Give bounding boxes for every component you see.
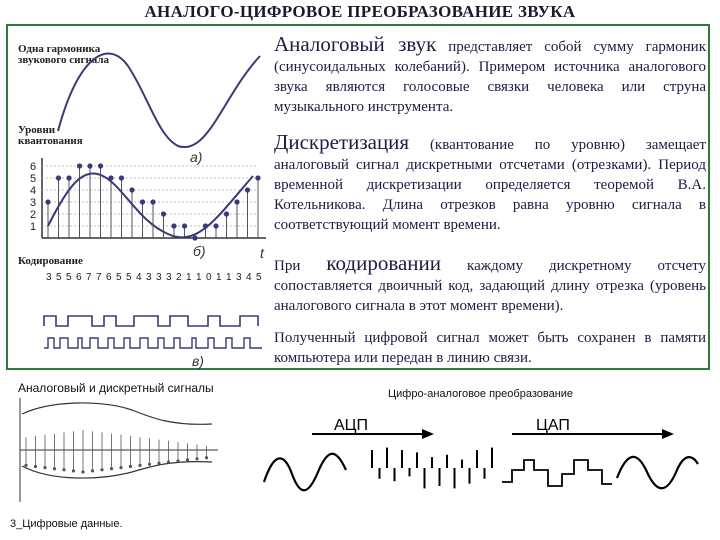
analog-envelope-bottom: [22, 462, 212, 478]
mark-b: б): [193, 243, 206, 259]
digital-pulses: [372, 448, 492, 489]
sample-point: [234, 199, 239, 204]
discrete-sample-dot: [138, 464, 141, 467]
mark-t: t: [260, 245, 264, 261]
code-digit: 5: [56, 272, 62, 283]
code-digit: 7: [86, 272, 92, 283]
code-digit: 5: [126, 272, 132, 283]
code-digit: 1: [186, 272, 192, 283]
discrete-sample-dot: [43, 466, 46, 469]
sample-point: [161, 211, 166, 216]
analog-envelope-top: [22, 403, 212, 424]
term-coding: кодировании: [326, 251, 442, 275]
discrete-sample-dot: [129, 465, 132, 468]
code-digit: 3: [46, 272, 52, 283]
discrete-sample-dot: [24, 464, 27, 467]
sample-point: [77, 163, 82, 168]
discrete-sample-dot: [176, 459, 179, 462]
dac-label: ЦАП: [536, 417, 570, 434]
term-discretization: Дискретизация: [274, 130, 410, 154]
code-digit: 1: [196, 272, 202, 283]
paragraph-coding: [274, 253, 706, 316]
staircase-wave: [502, 460, 612, 486]
text-coding: каждому дискретному отсчету сопоставляется двоичный код, задающий длину отрезка (уровень аналогового сигнала в этот момент времени).: [274, 258, 706, 314]
pulse-train-1: [44, 316, 258, 326]
sample-point: [140, 199, 145, 204]
pulse-train-2: [44, 338, 262, 348]
discrete-sample-dot: [195, 457, 198, 460]
text-analog: представляет собой сумму гармоник (синусоидальных колебаний). Примером источника аналогового звука являются голосовые связки человека или струна музыкального инструмента.: [274, 39, 706, 115]
paragraph-analog: [274, 34, 706, 117]
code-digit: 0: [206, 272, 212, 283]
code-digit: 7: [96, 272, 102, 283]
sample-point: [150, 199, 155, 204]
code-digit: 5: [116, 272, 122, 283]
analog-discrete-figure: [12, 396, 222, 506]
page-title: АНАЛОГО-ЦИФРОВОЕ ПРЕОБРАЗОВАНИЕ ЗВУКА: [144, 2, 576, 21]
harmonic-label: Одна гармоника звукового сигнала: [18, 43, 110, 66]
code-digit: 3: [236, 272, 242, 283]
discrete-sample-dot: [110, 467, 113, 470]
dac-figure: [262, 412, 702, 512]
discrete-sample-dot: [167, 461, 170, 464]
text-coding-pre: При: [274, 258, 327, 274]
discrete-sample-dot: [119, 466, 122, 469]
sample-point: [87, 163, 92, 168]
input-wave: [264, 454, 346, 491]
sample-point: [192, 235, 197, 240]
discrete-sample-dot: [148, 463, 151, 466]
code-digit: 6: [106, 272, 112, 283]
quant-level-label: 2: [30, 209, 37, 221]
sample-point: [56, 175, 61, 180]
sample-point: [224, 211, 229, 216]
code-digit: 5: [66, 272, 72, 283]
sample-point: [129, 187, 134, 192]
sample-point: [213, 223, 218, 228]
discrete-sample-dot: [34, 465, 37, 468]
analog-discrete-caption: Аналоговый и дискретный сигналы: [18, 381, 214, 395]
discrete-sample-dot: [62, 468, 65, 471]
quant-curve: [48, 173, 253, 237]
dac-caption: Цифро-аналоговое преобразование: [388, 388, 574, 400]
code-digit: 2: [176, 272, 182, 283]
quant-level-label: 4: [30, 185, 37, 197]
term-analog: Аналоговый звук: [274, 32, 437, 56]
code-digit: 3: [156, 272, 162, 283]
code-digit: 6: [76, 272, 82, 283]
sample-point: [182, 223, 187, 228]
quantization-label: Уровни квантования: [18, 124, 83, 147]
adc-figure: [8, 26, 278, 371]
quant-level-label: 6: [30, 161, 37, 173]
discrete-sample-dot: [72, 469, 75, 472]
discrete-sample-dot: [205, 456, 208, 459]
code-digit: 3: [166, 272, 172, 283]
sample-point: [171, 223, 176, 228]
code-digits: [46, 272, 262, 283]
coding-label: Кодирование: [18, 255, 83, 267]
sample-point: [119, 175, 124, 180]
sample-point: [66, 175, 71, 180]
mark-c: в): [192, 353, 204, 369]
quant-samples: [45, 163, 260, 240]
code-digit: 4: [136, 272, 142, 283]
sample-point: [45, 199, 50, 204]
harmonic-sine: [58, 54, 260, 148]
discrete-sample-dot: [100, 468, 103, 471]
code-digit: 4: [246, 272, 252, 283]
code-digit: 3: [146, 272, 152, 283]
discrete-samples: [24, 430, 208, 474]
quant-level-label: 5: [30, 173, 37, 185]
sample-point: [245, 187, 250, 192]
sample-point: [98, 163, 103, 168]
discrete-sample-dot: [91, 469, 94, 472]
sample-point: [255, 175, 260, 180]
code-digit: 1: [226, 272, 232, 283]
adc-label: АЦП: [334, 417, 369, 434]
discrete-sample-dot: [157, 462, 160, 465]
paragraph-discretization: [274, 132, 706, 235]
code-digit: 1: [216, 272, 222, 283]
quant-level-label: 1: [30, 221, 37, 233]
discrete-sample-dot: [186, 458, 189, 461]
discrete-sample-dot: [81, 470, 84, 473]
mark-a: a): [190, 149, 203, 165]
footer-text: 3_Цифровые данные.: [10, 518, 123, 530]
paragraph-result: Полученный цифровой сигнал может быть сохранен в памяти компьютера или передан в линию связи.: [274, 330, 706, 366]
output-wave: [617, 457, 698, 488]
discrete-sample-dot: [53, 467, 56, 470]
code-digit: 5: [256, 272, 262, 283]
quant-level-label: 3: [30, 197, 37, 209]
text-discretization: (квантование по уровню) замещает аналоговый сигнал дискретными отсчетами (отрезками). Период временной дискретизации определяется теоремой В.А. Котельникова. Длина отрезков равна уровню сигнала в соответствующий момент времени.: [274, 137, 706, 233]
